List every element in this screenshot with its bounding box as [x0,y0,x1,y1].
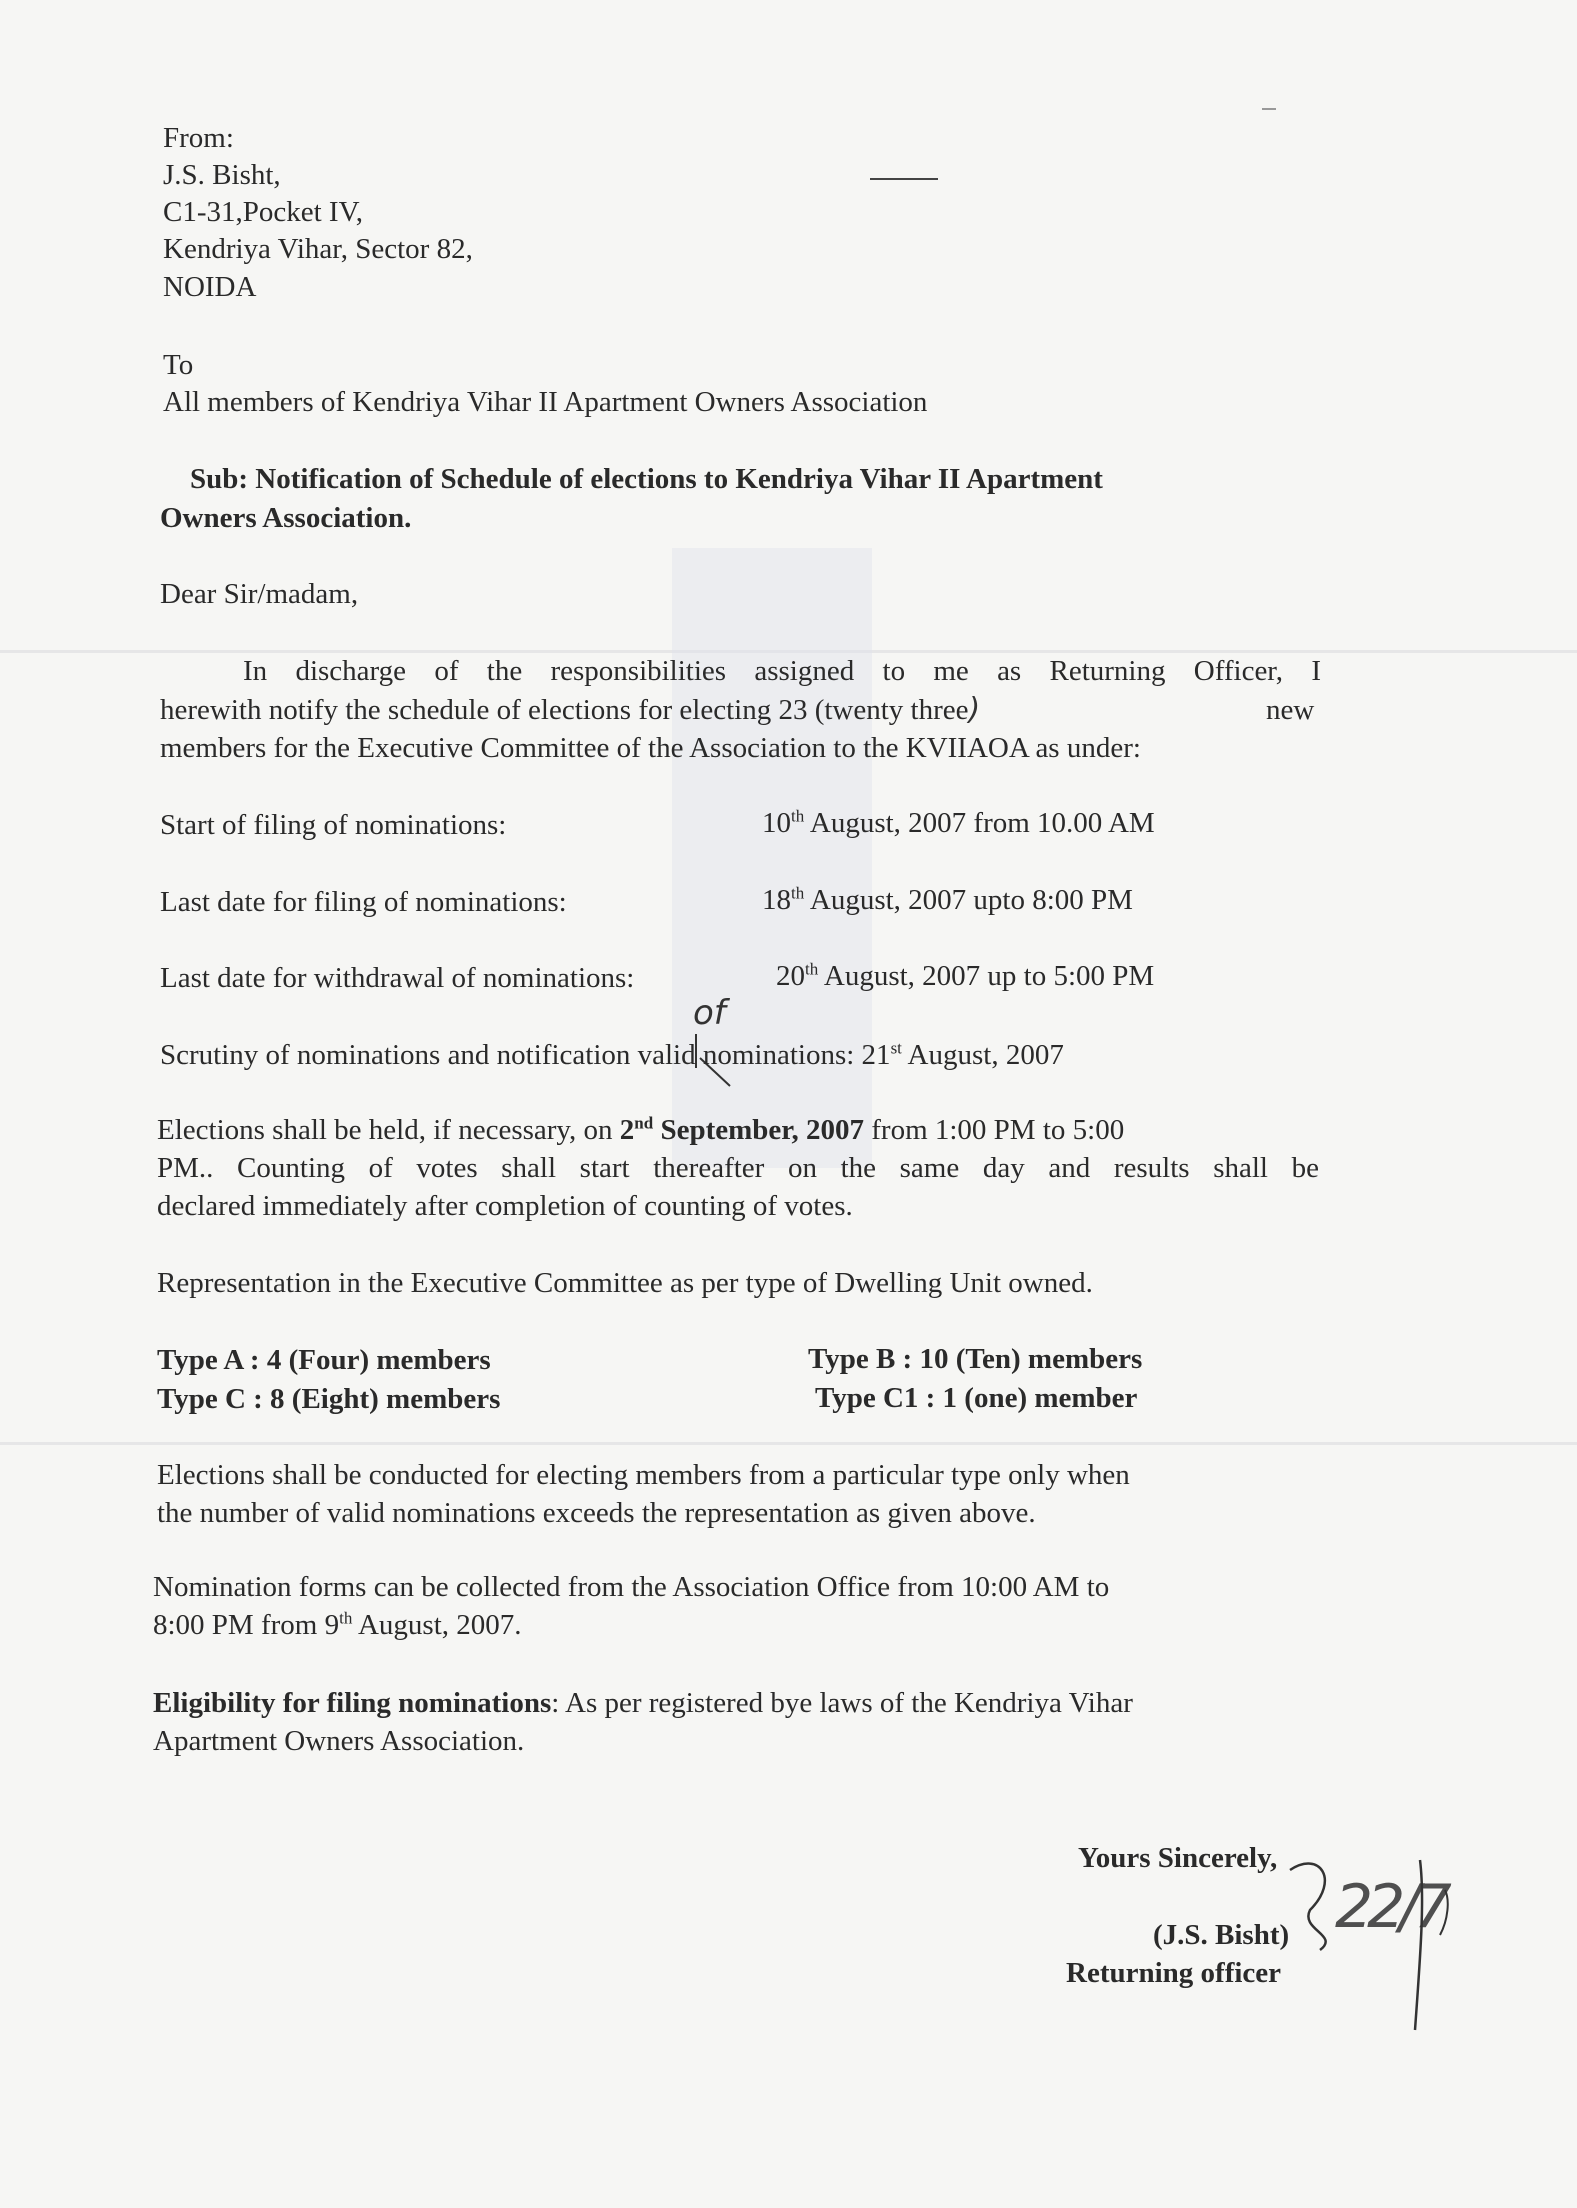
elections-text: from 1:00 PM to 5:00 [864,1114,1125,1146]
scrutiny-date: August, 2007 [901,1039,1064,1071]
elections-line [157,1111,1124,1149]
schedule-value [776,957,1154,995]
schedule-day: 10 [762,807,791,839]
forms-line [153,1606,522,1644]
handwritten-date-note: 22/7 [1335,1872,1446,1942]
scrutiny-text: Scrutiny of nominations and notification valid nominations: 21 [160,1039,891,1071]
elections-date: September, 2007 [653,1114,864,1146]
schedule-day: 18 [762,884,791,916]
sender-address-line: NOIDA [163,271,257,303]
elections-text: Elections shall be held, if necessary, on [157,1114,620,1146]
subject-line: Owners Association. [160,502,412,534]
paper-fold [0,1442,1577,1445]
sender-address-line: Kendriya Vihar, Sector 82, [163,233,473,265]
schedule-date: August, 2007 upto 8:00 PM [804,884,1133,916]
schedule-date: August, 2007 up to 5:00 PM [818,960,1155,992]
representation-intro: Representation in the Executive Committee as per type of Dwelling Unit owned. [157,1267,1093,1299]
ordinal-suffix: th [791,883,805,903]
eligibility-label: Eligibility for filing nominations [153,1687,552,1719]
eligibility-line: Apartment Owners Association. [153,1725,525,1757]
sender-address-line: C1-31,Pocket IV, [163,196,364,228]
intro-line-end: new [1266,694,1315,726]
ordinal-suffix: th [805,959,819,979]
ordinal-suffix: st [890,1038,902,1058]
ordinal-suffix: th [791,806,805,826]
schedule-value [762,881,1133,919]
type-a-representation: Type A : 4 (Four) members [157,1344,491,1376]
conduct-line: Elections shall be conducted for electing members from a particular type only when [157,1459,1130,1491]
eligibility-text: : As per registered bye laws of the Kendriya Vihar [551,1687,1133,1719]
intro-line [160,691,981,729]
forms-line: Nomination forms can be collected from the Association Office from 10:00 AM to [153,1571,1110,1603]
elections-line: declared immediately after completion of counting of votes. [157,1190,853,1222]
ordinal-suffix: th [339,1608,353,1628]
to-label: To [163,349,194,381]
sender-name: J.S. Bisht, [163,159,281,191]
pen-mark [870,178,938,180]
handwritten-bracket: ) [968,692,981,727]
type-b-representation: Type B : 10 (Ten) members [808,1343,1143,1375]
salutation: Dear Sir/madam, [160,578,359,610]
intro-line: members for the Executive Committee of the Association to the KVIIAOA as under: [160,732,1141,764]
from-label: From: [163,122,234,154]
closing-title: Returning officer [1066,1957,1282,1989]
ordinal-suffix: nd [634,1113,654,1133]
schedule-label: Last date for filing of nominations: [160,886,567,918]
forms-text: 8:00 PM from 9 [153,1609,340,1641]
elections-day: 2 [619,1114,635,1146]
intro-line-text: herewith notify the schedule of elections for electing 23 (twenty three [160,694,969,726]
elections-line: PM.. Counting of votes shall start thereafter on the same day and results shall be [157,1152,1319,1184]
schedule-label: Last date for withdrawal of nominations: [160,962,635,994]
closing-sincerely: Yours Sincerely, [1078,1842,1278,1874]
pen-mark [1262,108,1276,110]
type-c1-representation: Type C1 : 1 (one) member [815,1382,1138,1414]
scrutiny-line [160,1036,1064,1074]
closing-name: (J.S. Bisht) [1153,1919,1290,1951]
conduct-line: the number of valid nominations exceeds the representation as given above. [157,1497,1036,1529]
schedule-value [762,804,1155,842]
subject-line: Sub: Notification of Schedule of elections to Kendriya Vihar II Apartment [190,463,1103,495]
schedule-day: 20 [776,960,805,992]
eligibility-line [153,1684,1133,1722]
schedule-label: Start of filing of nominations: [160,809,507,841]
recipient: All members of Kendriya Vihar II Apartment Owners Association [163,386,928,418]
intro-line: In discharge of the responsibilities assigned to me as Returning Officer, I [243,655,1321,687]
handwritten-insert: of [693,993,726,1033]
forms-date: August, 2007. [352,1609,522,1641]
schedule-date: August, 2007 from 10.00 AM [804,807,1155,839]
signature-scribble [1280,1840,1480,2040]
type-c-representation: Type C : 8 (Eight) members [157,1383,501,1415]
